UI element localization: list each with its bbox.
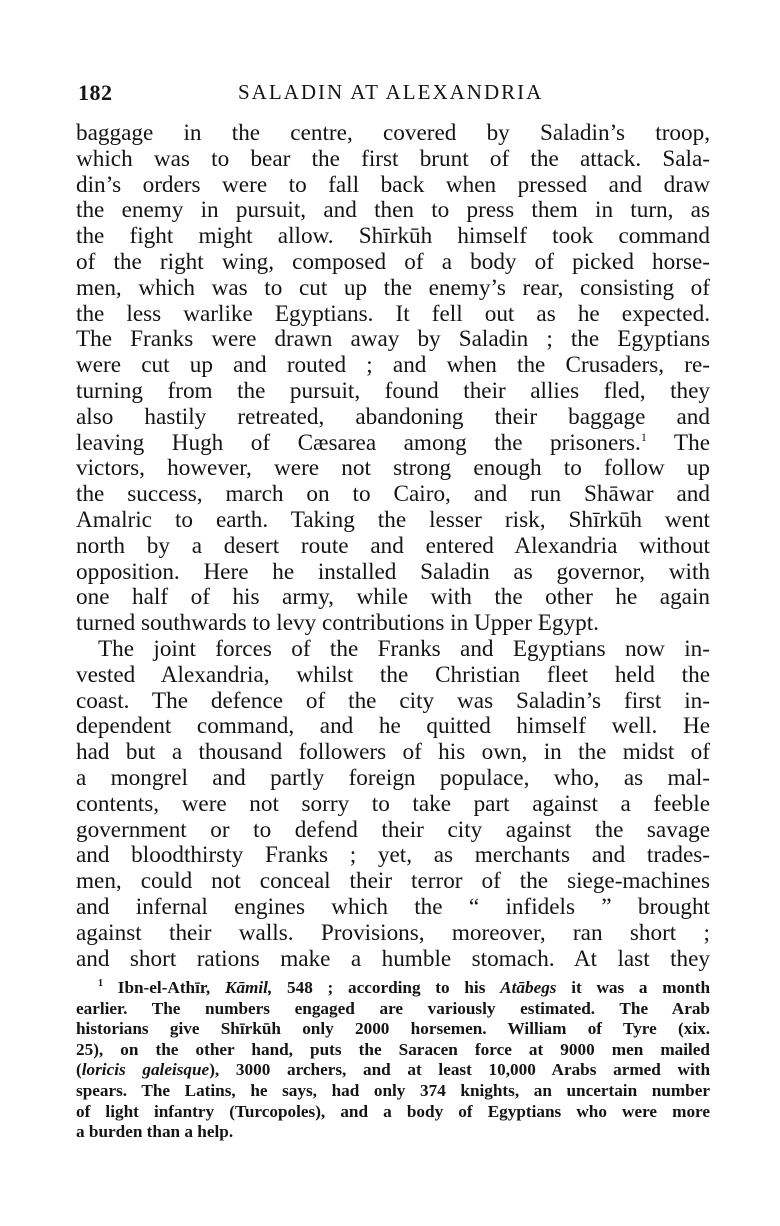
- footnote-line: spears. The Latins, he says, had only 374 knights, an uncertain number: [76, 1080, 710, 1100]
- body-line: contents, were not sorry to take part against a feeble: [76, 790, 710, 817]
- footnote-line: of light infantry (Turcopoles), and a body of Egyptians who were more: [76, 1101, 710, 1121]
- footnote-text: 548 ; according to his: [272, 978, 501, 997]
- footnote-latin: loricis galeisque: [81, 1060, 210, 1080]
- body-line: government or to defend their city against the savage: [76, 816, 710, 843]
- body-line-text: leaving Hugh of Cæsarea among the prisoners.: [76, 429, 641, 456]
- page-header: [78, 80, 708, 110]
- body-line: of the right wing, composed of a body of picked horse-: [76, 248, 710, 275]
- body-line: coast. The defence of the city was Saladin’s first in-: [76, 687, 710, 714]
- body-line: vested Alexandria, whilst the Christian fleet held the: [76, 661, 710, 688]
- body-line: the success, march on to Cairo, and run Shāwar and: [76, 481, 710, 508]
- body-line: a mongrel and partly foreign populace, who, as mal-: [76, 764, 710, 791]
- footnote-marker: 1: [98, 978, 103, 989]
- body-line: dependent command, and he quitted himself well. He: [76, 713, 710, 740]
- footnote-line: a burden than a help.: [76, 1122, 234, 1142]
- body-line-with-note: [76, 431, 710, 457]
- footnote-line: [76, 978, 710, 999]
- body-line: one half of his army, while with the other he again: [76, 584, 710, 611]
- body-line: the less warlike Egyptians. It fell out as he expected.: [76, 300, 710, 327]
- body-line: had but a thousand followers of his own, in the midst of: [76, 739, 710, 766]
- footnote: [76, 978, 710, 1143]
- body-line: The Franks were drawn away by Saladin ; the Egyptians: [76, 326, 710, 353]
- body-line: Amalric to earth. Taking the lesser risk, Shīrkūh went: [76, 506, 710, 533]
- body-line-text: The: [646, 429, 710, 456]
- body-line: and infernal engines which the “ infidels ” brought: [76, 893, 710, 920]
- running-head: SALADIN AT ALEXANDRIA: [238, 80, 544, 104]
- body-line: also hastily retreated, abandoning their baggage and: [76, 403, 710, 430]
- body-line: north by a desert route and entered Alexandria without: [76, 532, 710, 559]
- body-line: turned southwards to levy contributions in Upper Egypt.: [76, 610, 599, 637]
- body-line: and bloodthirsty Franks ; yet, as merchants and trades-: [76, 842, 710, 869]
- body-line: baggage in the centre, covered by Saladin’s troop,: [76, 120, 710, 146]
- footnote-line: [76, 1060, 710, 1081]
- page-number: 182: [78, 80, 113, 105]
- body-line: against their walls. Provisions, moreover, ran short ;: [76, 919, 710, 946]
- body-line: the fight might allow. Shīrkūh himself took command: [76, 223, 710, 250]
- body-line: turning from the pursuit, found their allies fled, they: [76, 377, 710, 404]
- footnote-line: 25), on the other hand, puts the Saracen force at 9000 men mailed: [76, 1039, 710, 1059]
- footnote-line: historians give Shīrkūh only 2000 horsemen. William of Tyre (xix.: [76, 1019, 710, 1039]
- body-line: men, could not conceal their terror of the siege-machines: [76, 868, 710, 895]
- body-line: and short rations make a humble stomach. At last they: [76, 945, 710, 972]
- body-line: men, which was to cut up the enemy’s rear, consisting of: [76, 274, 710, 301]
- footnote-text: (: [76, 1060, 82, 1080]
- footnote-title-atabegs: Atābegs: [500, 978, 557, 997]
- footnote-text: it was a month: [556, 978, 711, 997]
- body-text: [76, 121, 710, 972]
- body-line: din’s orders were to fall back when pressed and draw: [76, 171, 710, 198]
- footnote-line: earlier. The numbers engaged are variously estimated. The Arab: [76, 998, 710, 1018]
- body-line: were cut up and routed ; and when the Crusaders, re-: [76, 352, 710, 379]
- body-line: The joint forces of the Franks and Egyptians now in-: [98, 635, 710, 662]
- footnote-title-kamil: Kāmil,: [224, 978, 273, 997]
- footnote-text: Ibn-el-Athīr,: [117, 978, 225, 997]
- body-line: the enemy in pursuit, and then to press them in turn, as: [76, 197, 710, 224]
- body-line: opposition. Here he installed Saladin as governor, with: [76, 558, 710, 585]
- footnote-reference: 1: [640, 429, 647, 444]
- footnote-text: ), 3000 archers, and at least 10,000 Arabs armed with: [209, 1060, 711, 1080]
- body-line: victors, however, were not strong enough to follow up: [76, 455, 710, 482]
- body-line: which was to bear the first brunt of the attack. Sala-: [76, 145, 710, 172]
